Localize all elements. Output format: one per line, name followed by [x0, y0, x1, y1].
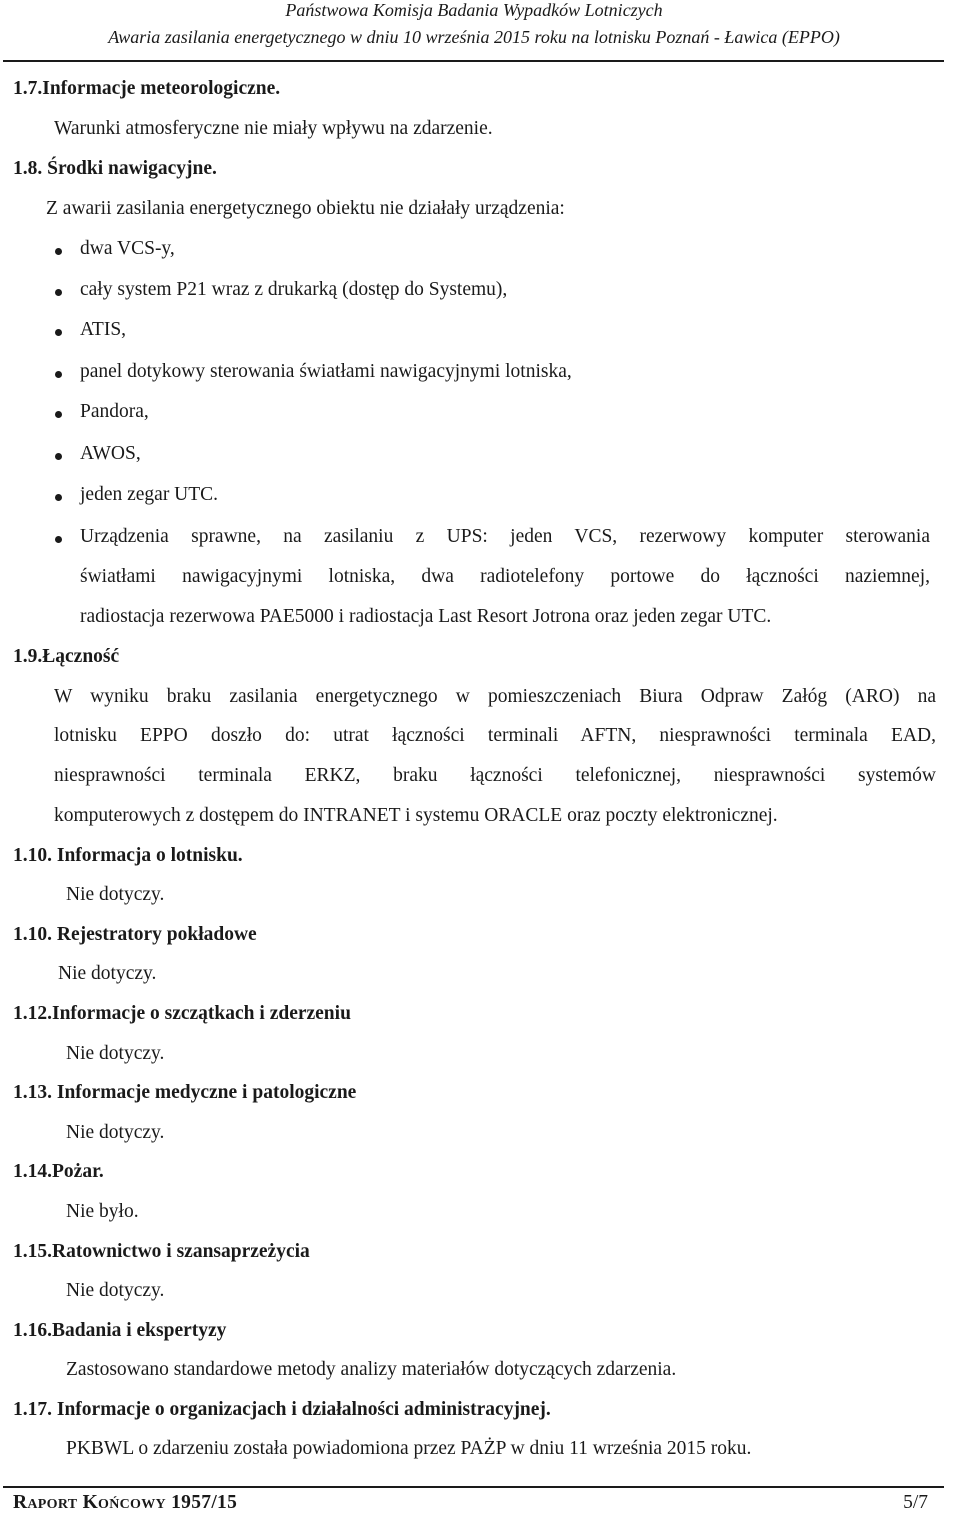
section-text-1-14: Nie było. [66, 1201, 139, 1222]
list-item: cały system P21 wraz z drukarką (dostęp do Systemu), [80, 279, 508, 300]
section-text-1-15: Nie dotyczy. [66, 1280, 165, 1301]
list-item-ups-line-2: światłami nawigacyjnymi lotniska, dwa radiotelefony portowe do łączności naziemnej, [80, 566, 930, 587]
section-heading-1-14: 1.14.Pożar. [13, 1161, 104, 1182]
section-text-1-9-line-1: W wyniku braku zasilania energetycznego w pomieszczeniach Biura Odpraw Załóg (ARO) na [54, 686, 936, 707]
section-heading-1-8: 1.8. Środki nawigacyjne. [13, 158, 217, 179]
list-item: jeden zegar UTC. [80, 484, 219, 505]
section-text-1-12: Nie dotyczy. [66, 1043, 165, 1064]
list-item: dwa VCS-y, [80, 238, 175, 259]
section-heading-1-13: 1.13. Informacje medyczne i patologiczne [13, 1082, 357, 1103]
section-heading-1-17: 1.17. Informacje o organizacjach i działalności administracyjnej. [13, 1399, 551, 1420]
header-commission: Państwowa Komisja Badania Wypadków Lotniczych [285, 0, 663, 20]
section-heading-1-10-recorders: 1.10. Rejestratory pokładowe [13, 924, 257, 945]
bullet-icon [55, 494, 62, 501]
section-text-1-9-line-3: niesprawności terminala ERKZ, braku łączności telefonicznej, niesprawności systemów [54, 765, 936, 786]
list-item: panel dotykowy sterowania światłami nawigacyjnymi lotniska, [80, 361, 572, 382]
bullet-icon [55, 289, 62, 296]
header-rule [3, 60, 944, 62]
section-text-1-10-airport: Nie dotyczy. [66, 884, 165, 905]
section-text-1-16: Zastosowano standardowe metody analizy materiałów dotyczących zdarzenia. [66, 1359, 677, 1380]
section-text-1-13: Nie dotyczy. [66, 1122, 165, 1143]
list-item: ATIS, [80, 319, 127, 340]
list-item-ups-line-1: Urządzenia sprawne, na zasilaniu z UPS: jeden VCS, rezerwowy komputer sterowania [80, 526, 930, 547]
section-heading-1-9: 1.9.Łączność [13, 646, 120, 667]
section-text-1-9-line-2: lotnisku EPPO doszło do: utrat łączności terminali AFTN, niesprawności terminala EAD, [54, 725, 936, 746]
bullet-icon [55, 371, 62, 378]
section-intro-1-8: Z awarii zasilania energetycznego obiektu nie działały urządzenia: [46, 198, 565, 219]
footer-report-number: Raport Końcowy 1957/15 [13, 1492, 238, 1513]
section-text-1-9-line-4: komputerowych z dostępem do INTRANET i systemu ORACLE oraz poczty elektronicznej. [54, 805, 778, 826]
section-text-1-10-recorders: Nie dotyczy. [58, 963, 157, 984]
list-item: Pandora, [80, 401, 149, 422]
bullet-icon [55, 329, 62, 336]
bullet-icon [55, 248, 62, 255]
header-incident-title: Awaria zasilania energetycznego w dniu 10 września 2015 roku na lotnisku Poznań - Ławica (EPPO) [108, 27, 840, 47]
section-text-1-17: PKBWL o zdarzeniu została powiadomiona przez PAŻP w dniu 11 września 2015 roku. [66, 1438, 752, 1459]
bullet-icon [55, 536, 62, 543]
footer-page-number: 5/7 [903, 1492, 928, 1513]
section-heading-1-16: 1.16.Badania i ekspertyzy [13, 1320, 227, 1341]
section-heading-1-10-airport: 1.10. Informacja o lotnisku. [13, 845, 243, 866]
list-item-ups-line-3: radiostacja rezerwowa PAE5000 i radiostacja Last Resort Jotrona oraz jeden zegar UTC. [80, 606, 772, 627]
list-item: AWOS, [80, 443, 141, 464]
section-heading-1-15: 1.15.Ratownictwo i szansaprzeżycia [13, 1241, 310, 1262]
section-heading-1-7: 1.7.Informacje meteorologiczne. [13, 78, 281, 99]
section-heading-1-12: 1.12.Informacje o szczątkach i zderzeniu [13, 1003, 351, 1024]
bullet-icon [55, 411, 62, 418]
bullet-icon [55, 453, 62, 460]
footer-rule [3, 1486, 944, 1488]
section-text-1-7: Warunki atmosferyczne nie miały wpływu na zdarzenie. [54, 118, 493, 139]
